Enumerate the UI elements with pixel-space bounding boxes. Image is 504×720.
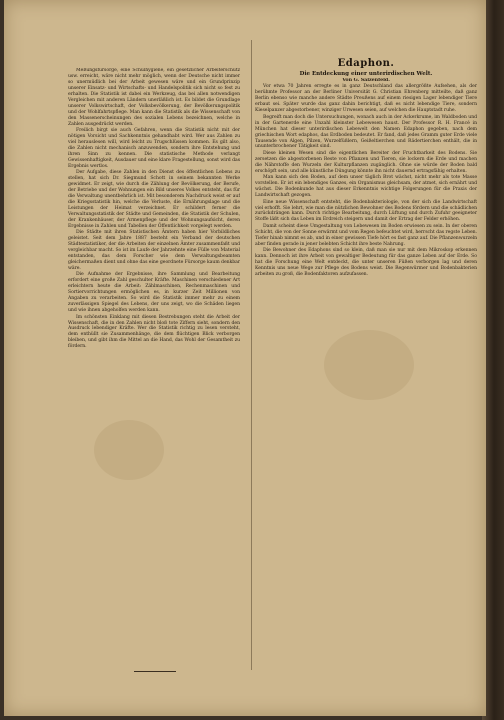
paragraph: Freilich birgt sie auch Gefahren, wenn die Statistik nicht mit der nötigen Vorsicht und Sachkenntnis gehandhabt wird. Wer aus Zahlen zu viel herauslesen will, wird leicht zu Trugschlüssen kommen. Es gilt also, die Zahlen nicht mechanisch anzuwenden, sondern ihre Entstehung und ihren Sinn zu kennen. Die statistische Methode verlangt Gewissenhaftigkeit, Ausdauer und eine klare Fragestellung, sonst wird das Ergebnis wertlos. (68, 128, 240, 169)
column-divider (251, 40, 252, 670)
paragraph: Die Bewohner des Edaphons sind so klein, daß man sie nur mit dem Mikroskop erkennen kann. Dennoch ist ihre Arbeit von gewaltiger Bedeutung für das ganze Leben auf der Erde. So hat die Forschung eine Welt entdeckt, die unter unseren Füßen verborgen lag und deren Kenntnis uns neue Wege zur Pflege des Bodens weist. Die Regenwürmer und Bodenbakterien arbeiten zu groß, die Bodenfaktoren aufzufassen. (255, 248, 477, 277)
paragraph: Man kann sich den Boden, auf dem unser täglich Brot wächst, nicht mehr als tote Masse vorstellen. Er ist ein lebendiges Ganzes, ein Organismus gleichsam, der atmet, sich ernährt und wächst. Die Bodenkunde hat aus dieser Erkenntnis wichtige Folgerungen für die Praxis der Landwirtschaft gezogen. (255, 175, 477, 199)
paragraph: Vor etwa 70 Jahren erregte es in ganz Deutschland das allergrößte Aufsehen, als der berühmte Professor an der Berliner Universität G. Christian Ehrenberg mitteilte, daß ganz Berlin ebenso wie manche andere Städte Preußens auf einem riesigen Lager lebendiger Tiere erbaut sei. Später wurde das ganz dahin berichtigt, daß es nicht lebendige Tiere, sondern Kieselpanzer abgestorbener, winziger Urwesen seien, auf welchen die Hauptstadt ruhe. (255, 84, 477, 114)
article-title: Edaphon. (337, 58, 395, 69)
article-subtitle: Die Entdeckung einer unterirdischen Welt. (299, 71, 433, 77)
paragraph: Die Städte mit ihren Statistischen Ämtern haben hier Vorbildliches geleistet. Seit dem Jahre 1887 besteht ein Verband der deutschen Städtestatistiker, der die Arbeiten der einzelnen Ämter zusammenfaßt und vergleichbar macht. So ist im Laufe der Jahrzehnte eine Fülle von Material entstanden, das dem Forscher wie dem Verwaltungsbeamten gleichermaßen dient und ohne das eine geordnete Fürsorge kaum denkbar wäre. (68, 230, 240, 271)
left-column (68, 68, 240, 680)
paragraph: Begreift man doch die Untersuchungen, wonach auch in der Ackerkrume, im Waldboden und in der Gartenerde eine Unzahl kleinster Lebewesen haust. Der Professor R. H. Francé in München hat dieser unterirdischen Lebewelt den Namen Edaphon gegeben, nach dem griechischen Wort edaphos, das Erdboden bedeutet. Er fand, daß jedes Gramm guter Erde viele Tausende von Algen, Pilzen, Wurzelfüßlern, Geißeltierchen und Rädertierchen enthält, die in ununterbrochener Tätigkeit sind. (255, 114, 477, 150)
paragraph: Diese kleinen Wesen sind die eigentlichen Bereiter der Fruchtbarkeit des Bodens. Sie zersetzen die abgestorbenen Reste von Pflanzen und Tieren, sie lockern die Erde und machen die Nährstoffe den Wurzeln der Kulturpflanzen zugänglich. Ohne sie würde der Boden bald erschöpft sein, und alle künstliche Düngung könnte ihn nicht dauernd ertragsfähig erhalten. (255, 150, 477, 174)
right-column (255, 78, 477, 690)
article-byline: Von G. Salzenfeld. (342, 78, 390, 83)
paragraph: Der Aufgabe, diese Zahlen in den Dienst des öffentlichen Lebens zu stellen, hat sich Dr. Siegmund Schott in seinem bekannten Werke gewidmet. Er zeigt, wie durch die Zählung der Bevölkerung, der Berufe, der Betriebe und der Wohnungen ein Bild unseres Volkes entsteht, das für die Verwaltung unentbehrlich ist. Mit besonderem Nachdruck weist er auf die Kriegsstatistik hin, welche die Verluste, die Ernährungslage und die Leistungen der Heimat verzeichnet. Er schildert ferner die Verwaltungsstatistik der Städte und Gemeinden, die Statistik der Schulen, der Krankenhäuser, der Armenpflege und der Wohnungsaufsicht, deren Ergebnisse in Zahlen und Tabellen der Öffentlichkeit vorgelegt werden. (68, 170, 240, 229)
paragraph: Im schönsten Einklang mit diesen Bestrebungen steht die Arbeit der Wissenschaft, die in den Zahlen nicht bloß tote Ziffern sieht, sondern den Ausdruck lebendiger Kräfte. Wer die Statistik richtig zu lesen versteht, dem enthüllt sie Zusammenhänge, die dem flüchtigen Blick verborgen bleiben, und gibt ihm die Mittel an die Hand, das Wohl der Gesamtheit zu fördern. (68, 314, 240, 350)
paragraph: Meßungsfürsorge, eine Schulhygiene, ein gesetzlicher Arbeiterschutz usw. erreicht, wäre nicht mehr möglich, wenn der Deutsche nicht immer so unermüdlich bei der Arbeit gewesen wäre und ein Grundprinzip unserer Einsatz- und Wirtschafts- und Handelspolitik sich nicht so fest zu erhalten. Die Statistik ist dabei ein Werkzeug, das bei allen notwendigen Vergleichen mit anderen Ländern unerläßlich ist. Es bildet die Grundlage unserer Volkswirtschaft, der Volksbevölkerung, der Bevölkerungspolitik und der Wohlfahrtspflege. Man kann die Statistik als die Wissenschaft von den Massenerscheinungen des sozialen Lebens bezeichnen, welche in Zahlen ausgedrückt werden. (68, 68, 240, 127)
paragraph: Eine neue Wissenschaft entsteht, die Bodenbakteriologie, von der sich die Landwirtschaft viel erhofft. Sie lehrt, wie man die nützlichen Bewohner des Bodens fördern und die schädlichen zurückdrängen kann. Durch richtige Bearbeitung, durch Lüftung und durch Zufuhr geeigneter Stoffe läßt sich das Leben im Erdreich steigern und damit der Ertrag der Felder erhöhen. (255, 199, 477, 223)
paragraph: Die Aufnahme der Ergebnisse, ihre Sammlung und Bearbeitung erfordert eine große Zahl geschulter Kräfte. Maschinen verschiedener Art erleichtern heute die Arbeit: Zählmaschinen, Rechenmaschinen und Sortiervorrichtungen ermöglichen es, in kurzer Zeit Millionen von Angaben zu verarbeiten. So wird die Statistik immer mehr zu einem zuverlässigen Spiegel des Lebens, der uns zeigt, wo die Schäden liegen und wie ihnen abgeholfen werden kann. (68, 272, 240, 314)
paragraph: Damit scheint diese Umgestaltung von Lebewesen im Boden erwiesen zu sein. In der oberen Schicht, die von der Sonne erwärmt und vom Regen befeuchtet wird, herrscht das regste Leben. Tiefer hinab nimmt es ab, und in einer gewissen Tiefe hört es fast ganz auf. Die Pflanzenwurzeln aber finden gerade in jener belebten Schicht ihre beste Nahrung. (255, 223, 477, 247)
